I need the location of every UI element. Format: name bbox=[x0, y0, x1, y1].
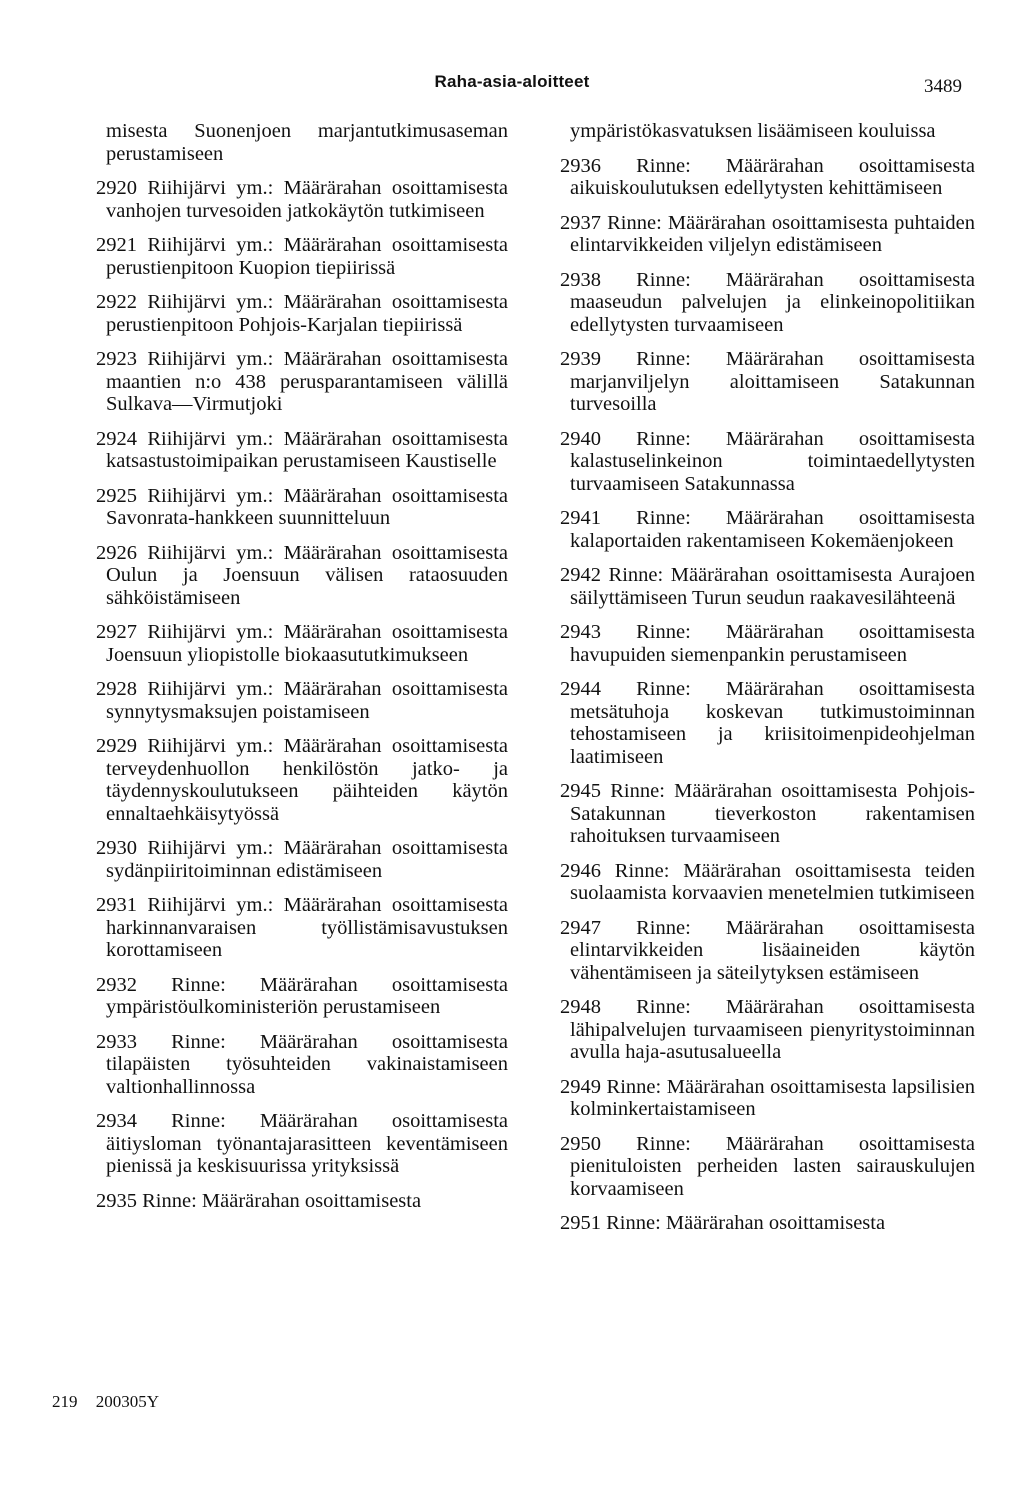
list-item: 2920 Riihijärvi ym.: Määrärahan osoittamisesta vanhojen turvesoiden jatkokäytön tutkimiseen bbox=[96, 177, 508, 222]
list-item: 2933 Rinne: Määrärahan osoittamisesta tilapäisten työsuhteiden vakinaistamiseen valtionhallinnossa bbox=[96, 1030, 508, 1098]
left-column bbox=[96, 120, 508, 1224]
list-item: 2950 Rinne: Määrärahan osoittamisesta pienituloisten perheiden lasten sairauskulujen korvaamiseen bbox=[560, 1132, 975, 1200]
list-item: 2939 Rinne: Määrärahan osoittamisesta marjanviljelyn aloittamiseen Satakunnan turvesoilla bbox=[560, 348, 975, 415]
list-item: 2943 Rinne: Määrärahan osoittamisesta havupuiden siemenpankin perustamiseen bbox=[560, 621, 975, 666]
list-item: 2928 Riihijärvi ym.: Määrärahan osoittamisesta synnytysmaksujen poistamiseen bbox=[96, 678, 508, 723]
list-item: 2940 Rinne: Määrärahan osoittamisesta kalastuselinkeinon toimintaedellytysten turvaamiseen Satakunnassa bbox=[560, 427, 975, 495]
signature-mark: 219 200305Y bbox=[52, 1392, 160, 1411]
list-item: 2937 Rinne: Määrärahan osoittamisesta puhtaiden elintarvikkeiden viljelyn edistämiseen bbox=[560, 211, 975, 256]
list-item: 2938 Rinne: Määrärahan osoittamisesta maaseudun palvelujen ja elinkeinopolitiikan edellytysten turvaamiseen bbox=[560, 268, 975, 336]
list-item: 2931 Riihijärvi ym.: Määrärahan osoittamisesta harkinnanvaraisen työllistämisavustuksen korottamiseen bbox=[96, 894, 508, 961]
list-item: 2949 Rinne: Määrärahan osoittamisesta lapsilisien kolminkertaistamiseen bbox=[560, 1075, 975, 1120]
page-number: 3489 bbox=[924, 76, 962, 97]
list-item: 2934 Rinne: Määrärahan osoittamisesta äitiysloman työnantajarasitteen keventämiseen pienissä ja keskisuurissa yrityksissä bbox=[96, 1110, 508, 1177]
right-continuation: ympäristökasvatuksen lisäämiseen kouluissa bbox=[570, 120, 936, 142]
list-item: 2944 Rinne: Määrärahan osoittamisesta metsätuhoja koskevan tutkimustoiminnan tehostamiseen ja kriisitoimenpideohjelman laatimiseen bbox=[560, 678, 975, 768]
list-item: 2936 Rinne: Määrärahan osoittamisesta aikuiskoulutuksen edellytysten kehittämiseen bbox=[560, 154, 975, 199]
list-item: 2948 Rinne: Määrärahan osoittamisesta lähipalvelujen turvaamiseen pienyritystoiminnan avulla haja-asutusalueella bbox=[560, 996, 975, 1063]
list-item: 2942 Rinne: Määrärahan osoittamisesta Aurajoen säilyttämiseen Turun seudun raakavesilähteenä bbox=[560, 564, 975, 609]
list-item: 2924 Riihijärvi ym.: Määrärahan osoittamisesta katsastustoimipaikan perustamiseen Kaustiselle bbox=[96, 427, 508, 472]
list-item: 2935 Rinne: Määrärahan osoittamisesta bbox=[96, 1189, 422, 1212]
list-item: 2945 Rinne: Määrärahan osoittamisesta Pohjois-Satakunnan tieverkoston rakentamisen rahoituksen turvaamiseen bbox=[560, 780, 975, 847]
list-item: 2951 Rinne: Määrärahan osoittamisesta bbox=[560, 1212, 886, 1234]
list-item: 2926 Riihijärvi ym.: Määrärahan osoittamisesta Oulun ja Joensuun välisen rataosuuden sähköistämiseen bbox=[96, 541, 508, 609]
list-item: 2947 Rinne: Määrärahan osoittamisesta elintarvikkeiden lisäaineiden käytön vähentämiseen ja säteilytyksen estämiseen bbox=[560, 916, 975, 984]
list-item: 2946 Rinne: Määrärahan osoittamisesta teiden suolaamista korvaavien menetelmien tutkimiseen bbox=[560, 859, 975, 904]
list-item: 2921 Riihijärvi ym.: Määrärahan osoittamisesta perustienpitoon Kuopion tiepiirissä bbox=[96, 234, 508, 279]
list-item: 2941 Rinne: Määrärahan osoittamisesta kalaportaiden rakentamiseen Kokemäenjokeen bbox=[560, 507, 975, 552]
right-column bbox=[560, 120, 975, 1247]
list-item: 2929 Riihijärvi ym.: Määrärahan osoittamisesta terveydenhuollon henkilöstön jatko- ja täydennyskoulutukseen päihteiden käytön ennaltaehkäisytyössä bbox=[96, 735, 508, 825]
running-title: Raha-asia-aloitteet bbox=[434, 72, 590, 91]
list-item: 2927 Riihijärvi ym.: Määrärahan osoittamisesta Joensuun yliopistolle biokaasututkimukseen bbox=[96, 621, 508, 666]
list-item: 2932 Rinne: Määrärahan osoittamisesta ympäristöulkoministeriön perustamiseen bbox=[96, 973, 508, 1018]
list-item: 2923 Riihijärvi ym.: Määrärahan osoittamisesta maantien n:o 438 perusparantamiseen välillä Sulkava—Virmutjoki bbox=[96, 348, 508, 415]
left-continuation: misesta Suonenjoen marjantutkimusaseman perustamiseen bbox=[106, 120, 508, 165]
list-item: 2922 Riihijärvi ym.: Määrärahan osoittamisesta perustienpitoon Pohjois-Karjalan tiepiirissä bbox=[96, 291, 508, 336]
list-item: 2925 Riihijärvi ym.: Määrärahan osoittamisesta Savonrata-hankkeen suunnitteluun bbox=[96, 484, 508, 529]
list-item: 2930 Riihijärvi ym.: Määrärahan osoittamisesta sydänpiiritoiminnan edistämiseen bbox=[96, 837, 508, 882]
